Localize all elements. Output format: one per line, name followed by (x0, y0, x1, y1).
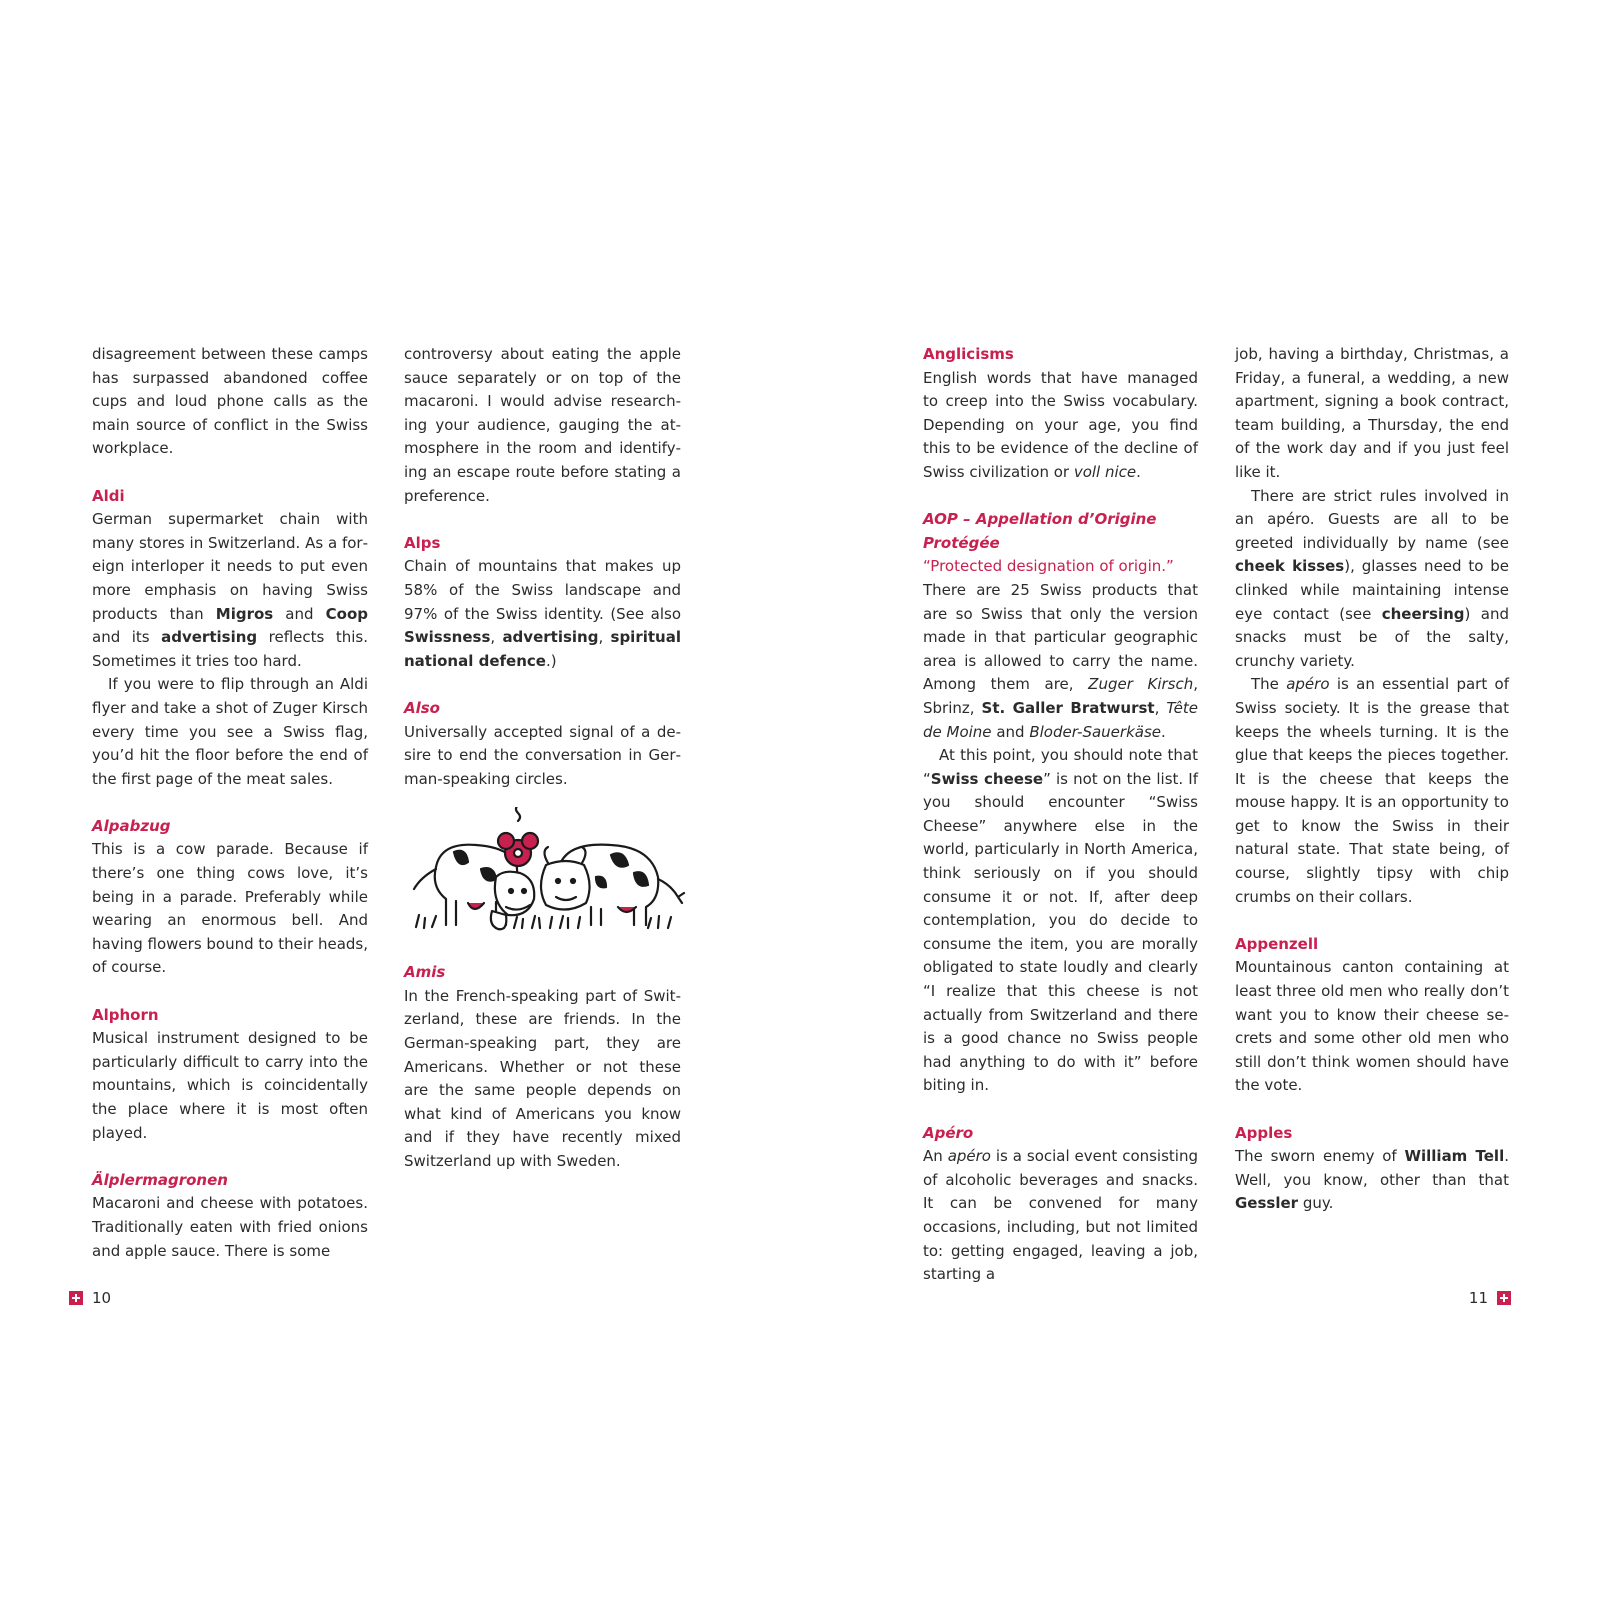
swiss-flag-icon (1497, 1291, 1511, 1305)
entry-text: At this point, you should note that “Swiss cheese” is not on the list. If you should encounter “Swiss Cheese” anywhere else in the world, particularly in North America, think seriously on if you should consume it or not. If, after deep contemplation, you do decide to consume the item, you are morally obligated to state loudly and clearly “I realize that this cheese is not actually from Switzerland and there is a good chance no Swiss people had anything to do with it” before biting in. (923, 746, 1199, 1095)
swiss-flag-icon (69, 1291, 83, 1305)
entry-text: An apéro is a social event consisting of alcoholic beverages and snacks. It can be convened for many occasions, including, but not limited to: getting engaged, leaving a job, starting a (923, 1147, 1198, 1284)
entry-heading: Anglicisms (923, 345, 1014, 363)
intro-paragraph: job, having a birthday, Christmas, a Friday, a funeral, a wedding, a new apartment, signing a book contract, team building, a Thursday, the end of the work day and if you just feel like it. (1235, 345, 1509, 481)
cows-illustration (396, 807, 696, 947)
entry-text: The sworn enemy of William Tell. Well, you know, other than that Gessler guy. (1235, 1147, 1509, 1213)
entry-heading: Apples (1235, 1123, 1293, 1142)
cross-ref: Swissness (404, 628, 491, 647)
entry-heading: Alphorn (92, 1005, 159, 1024)
entry-heading: Alps (404, 533, 441, 552)
entry-anglicisms (923, 343, 1198, 485)
cross-ref: Migros (215, 604, 274, 623)
entry-heading: Apéro (923, 1123, 974, 1142)
entry-appenzell (1235, 933, 1509, 1098)
entry-heading: Aldi (92, 486, 125, 505)
cross-ref: Gessler (1235, 1194, 1299, 1213)
cross-ref: spiritual national defence (404, 628, 681, 670)
entry-text: Macaroni and cheese with potatoes. Traditionally eaten with fried onions and apple sauce. There is some (92, 1194, 368, 1260)
entry-text: English words that have managed to creep into the Swiss vocabulary. Depending on your age, you find this to be evidence of the decline of Swiss civilization or voll nice. (923, 368, 1198, 481)
cross-ref: advertising (502, 628, 599, 647)
entry-text: The apéro is an essential part of Swiss society. It is the grease that keeps the wheels turning. It is the glue that keeps the pieces together. It is the cheese that keeps the mouse happy. It is an opportunity to get to know the Swiss in their natural state. That state being, of course, slightly tipsy with chip crumbs on their collars. (1235, 675, 1509, 906)
entry-alps (404, 532, 681, 674)
entry-text: Musical instrument designed to be particularly difficult to carry into the mountains, which is coincidentally the place where it is most often played. (92, 1029, 368, 1142)
cross-ref: St. Galler Bratwurst (981, 698, 1155, 717)
page-number: 11 (1468, 1289, 1488, 1307)
right-column-2 (1235, 343, 1509, 1216)
cross-ref: Swiss cheese (930, 769, 1044, 788)
entry-text: If you were to flip through an Aldi flyer and take a shot of Zuger Kirsch every time you see a Swiss flag, you’d hit the floor before the end of the first page of the meat sales. (92, 675, 368, 788)
entry-aop (923, 508, 1198, 1098)
entry-heading: Also (404, 698, 440, 717)
entry-aelplermagronen (92, 1169, 368, 1263)
entry-text: There are strict rules involved in an apéro. Guests are all to be greeted individually by name (see cheek kisses), glasses need to be clinked while maintaining intense eye contact (see cheersing) and snacks must be of the salty, crunchy variety. (1235, 486, 1509, 670)
page-footer-left (69, 1289, 111, 1307)
entry-subtitle: “Protected designation of origin.” (923, 557, 1174, 576)
cross-ref: advertising (161, 628, 258, 647)
cross-ref: cheek kisses (1235, 557, 1345, 576)
cross-ref: William Tell (1404, 1147, 1505, 1166)
entry-heading: Appenzell (1235, 934, 1319, 953)
entry-also (404, 697, 681, 791)
entry-text: This is a cow parade. Because if there’s one thing cows love, it’s being in a parade. Preferably while wearing an enormous bell. And having flowers bound to their heads, of course. (92, 840, 368, 977)
entry-aldi (92, 485, 368, 792)
cross-ref: Coop (325, 604, 368, 623)
intro-paragraph: disagreement between these camps has surpassed abandoned coffee cups and loud phone calls as the main source of conflict in the Swiss workplace. (92, 345, 368, 458)
entry-text: Mountainous canton containing at least three old men who really don’t want you to know their cheese secrets and some other old men who still don’t think women should have the vote. (1235, 958, 1509, 1095)
left-column-1 (92, 343, 368, 1263)
intro-paragraph: controversy about eating the apple sauce separately or on top of the macaroni. I would advise researching your audience, gauging the atmosphere in the room and identifying an escape route before stating a preference. (404, 345, 681, 505)
entry-text: Universally accepted signal of a desire to end the conversation in German-speaking circles. (404, 722, 681, 788)
left-column-2 (404, 343, 681, 1174)
cross-ref: cheersing (1381, 604, 1465, 623)
entry-amis (404, 961, 681, 1173)
page-footer-right (1469, 1289, 1511, 1307)
entry-heading: Amis (404, 963, 446, 982)
entry-text: In the French-speaking part of Switzerland, these are friends. In the German-speaking part, they are Americans. Whether or not these are the same people depends on what kind of Americans you know and if they have recently mixed Switzerland up with Sweden. (404, 986, 681, 1171)
entry-text: There are 25 Swiss products that are so Swiss that only the version made in that particular geographic area is allowed to carry the name. Among them are, Zuger Kirsch, Sbrinz, St. Galler Bratwurst, Tête de Moine and Bloder-Sauerkäse. (923, 580, 1199, 741)
entry-heading: Älplermagronen (92, 1170, 228, 1189)
entry-apples (1235, 1122, 1509, 1216)
right-column-1 (923, 343, 1198, 1287)
entry-text: German supermarket chain with many stores in Switzerland. As a foreign interloper it needs to put even more emphasis on having Swiss products than Migros and Coop and its advertising reflects this. Sometimes it tries too hard. (92, 510, 368, 670)
entry-apero (923, 1122, 1198, 1287)
entry-heading: AOP – Appellation d’Origine Protégée (923, 510, 1157, 552)
entry-heading: Alpabzug (92, 816, 171, 835)
page-number: 10 (92, 1289, 112, 1307)
entry-alpabzug (92, 815, 368, 980)
entry-text: Chain of mountains that makes up 58% of the Swiss landscape and 97% of the Swiss identity. (See also Swissness, advertising, spiritual national defence.) (404, 557, 681, 670)
entry-alphorn (92, 1004, 368, 1146)
